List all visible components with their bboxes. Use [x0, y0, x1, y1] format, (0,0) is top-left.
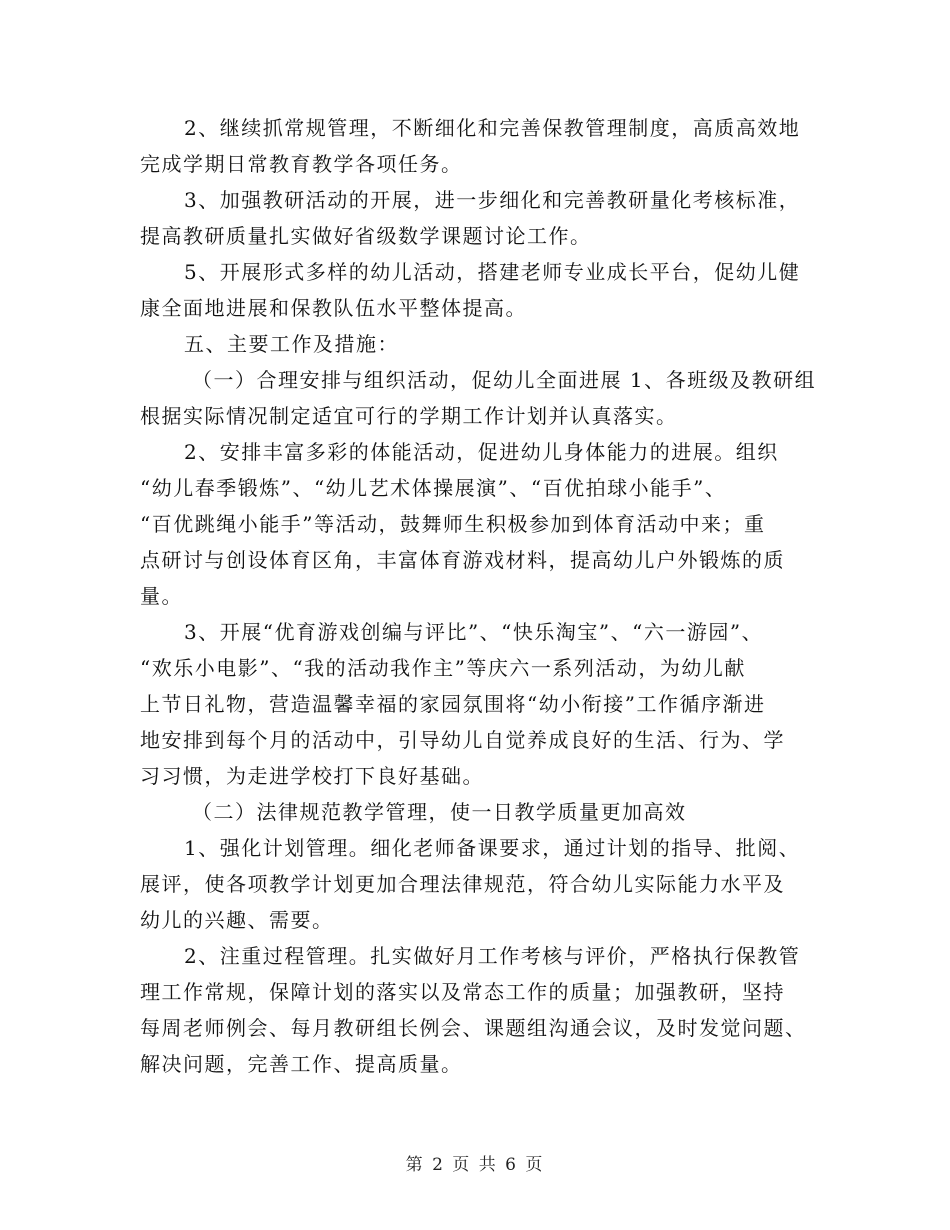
paragraph-line: 展评，使各项教学计划更加合理法律规范，符合幼儿实际能力水平及	[140, 872, 785, 896]
paragraph-line: 1、强化计划管理。细化老师备课要求，通过计划的指导、批阅、	[184, 836, 801, 860]
paragraph-line: 上节日礼物，营造温馨幸福的家园氛围将“幼小衔接”工作循序渐进	[140, 692, 766, 716]
paragraph-line: 地安排到每个月的活动中，引导幼儿自觉养成良好的生活、行为、学	[140, 728, 785, 752]
paragraph-line: 习习惯，为走进学校打下良好基础。	[140, 764, 484, 788]
paragraph-line: 根据实际情况制定适宜可行的学期工作计划并认真落实。	[140, 404, 678, 428]
paragraph-line: 每周老师例会、每月教研组长例会、课题组沟通会议，及时发觉问题、	[140, 1016, 807, 1040]
paragraph-line: 完成学期日常教育教学各项任务。	[140, 152, 463, 176]
subsection-heading: （二）法律规范教学管理，使一日教学质量更加高效	[192, 800, 687, 824]
paragraph-line: 2、注重过程管理。扎实做好月工作考核与评价，严格执行保教管	[184, 944, 801, 968]
document-body	[140, 110, 820, 1082]
section-heading: 五、主要工作及措施：	[184, 332, 399, 356]
page-number-footer: 第 2 页 共 6 页	[405, 1155, 545, 1175]
subsection-line: （一）合理安排与组织活动，促幼儿全面进展 1、各班级及教研组	[192, 368, 817, 392]
paragraph-line: “百优跳绳小能手”等活动，鼓舞师生积极参加到体育活动中来；重	[140, 512, 766, 536]
paragraph-line: 幼儿的兴趣、需要。	[140, 908, 334, 932]
paragraph-line: 理工作常规，保障计划的落实以及常态工作的质量；加强教研，坚持	[140, 980, 785, 1004]
paragraph-line: 5、开展形式多样的幼儿活动，搭建老师专业成长平台，促幼儿健	[184, 260, 801, 284]
paragraph-line: 提高教研质量扎实做好省级数学课题讨论工作。	[140, 224, 592, 248]
paragraph-line: 点研讨与创设体育区角，丰富体育游戏材料，提高幼儿户外锻炼的质	[140, 548, 785, 572]
paragraph-line: “欢乐小电影”、“我的活动我作主”等庆六一系列活动，为幼儿献	[140, 656, 746, 680]
paragraph-line: 2、继续抓常规管理，不断细化和完善保教管理制度，高质高效地	[184, 116, 801, 140]
paragraph-line: 3、开展“优育游戏创编与评比”、“快乐淘宝”、“六一游园”、	[184, 620, 764, 644]
paragraph-line: “幼儿春季锻炼”、“幼儿艺术体操展演”、“百优拍球小能手”、	[140, 476, 727, 500]
paragraph-line: 量。	[140, 584, 183, 608]
paragraph-line: 解决问题，完善工作、提高质量。	[140, 1052, 463, 1076]
paragraph-line: 2、安排丰富多彩的体能活动，促进幼儿身体能力的进展。组织	[184, 440, 779, 464]
paragraph-line: 3、加强教研活动的开展，进一步细化和完善教研量化考核标准，	[184, 188, 801, 212]
paragraph-line: 康全面地进展和保教队伍水平整体提高。	[140, 296, 527, 320]
